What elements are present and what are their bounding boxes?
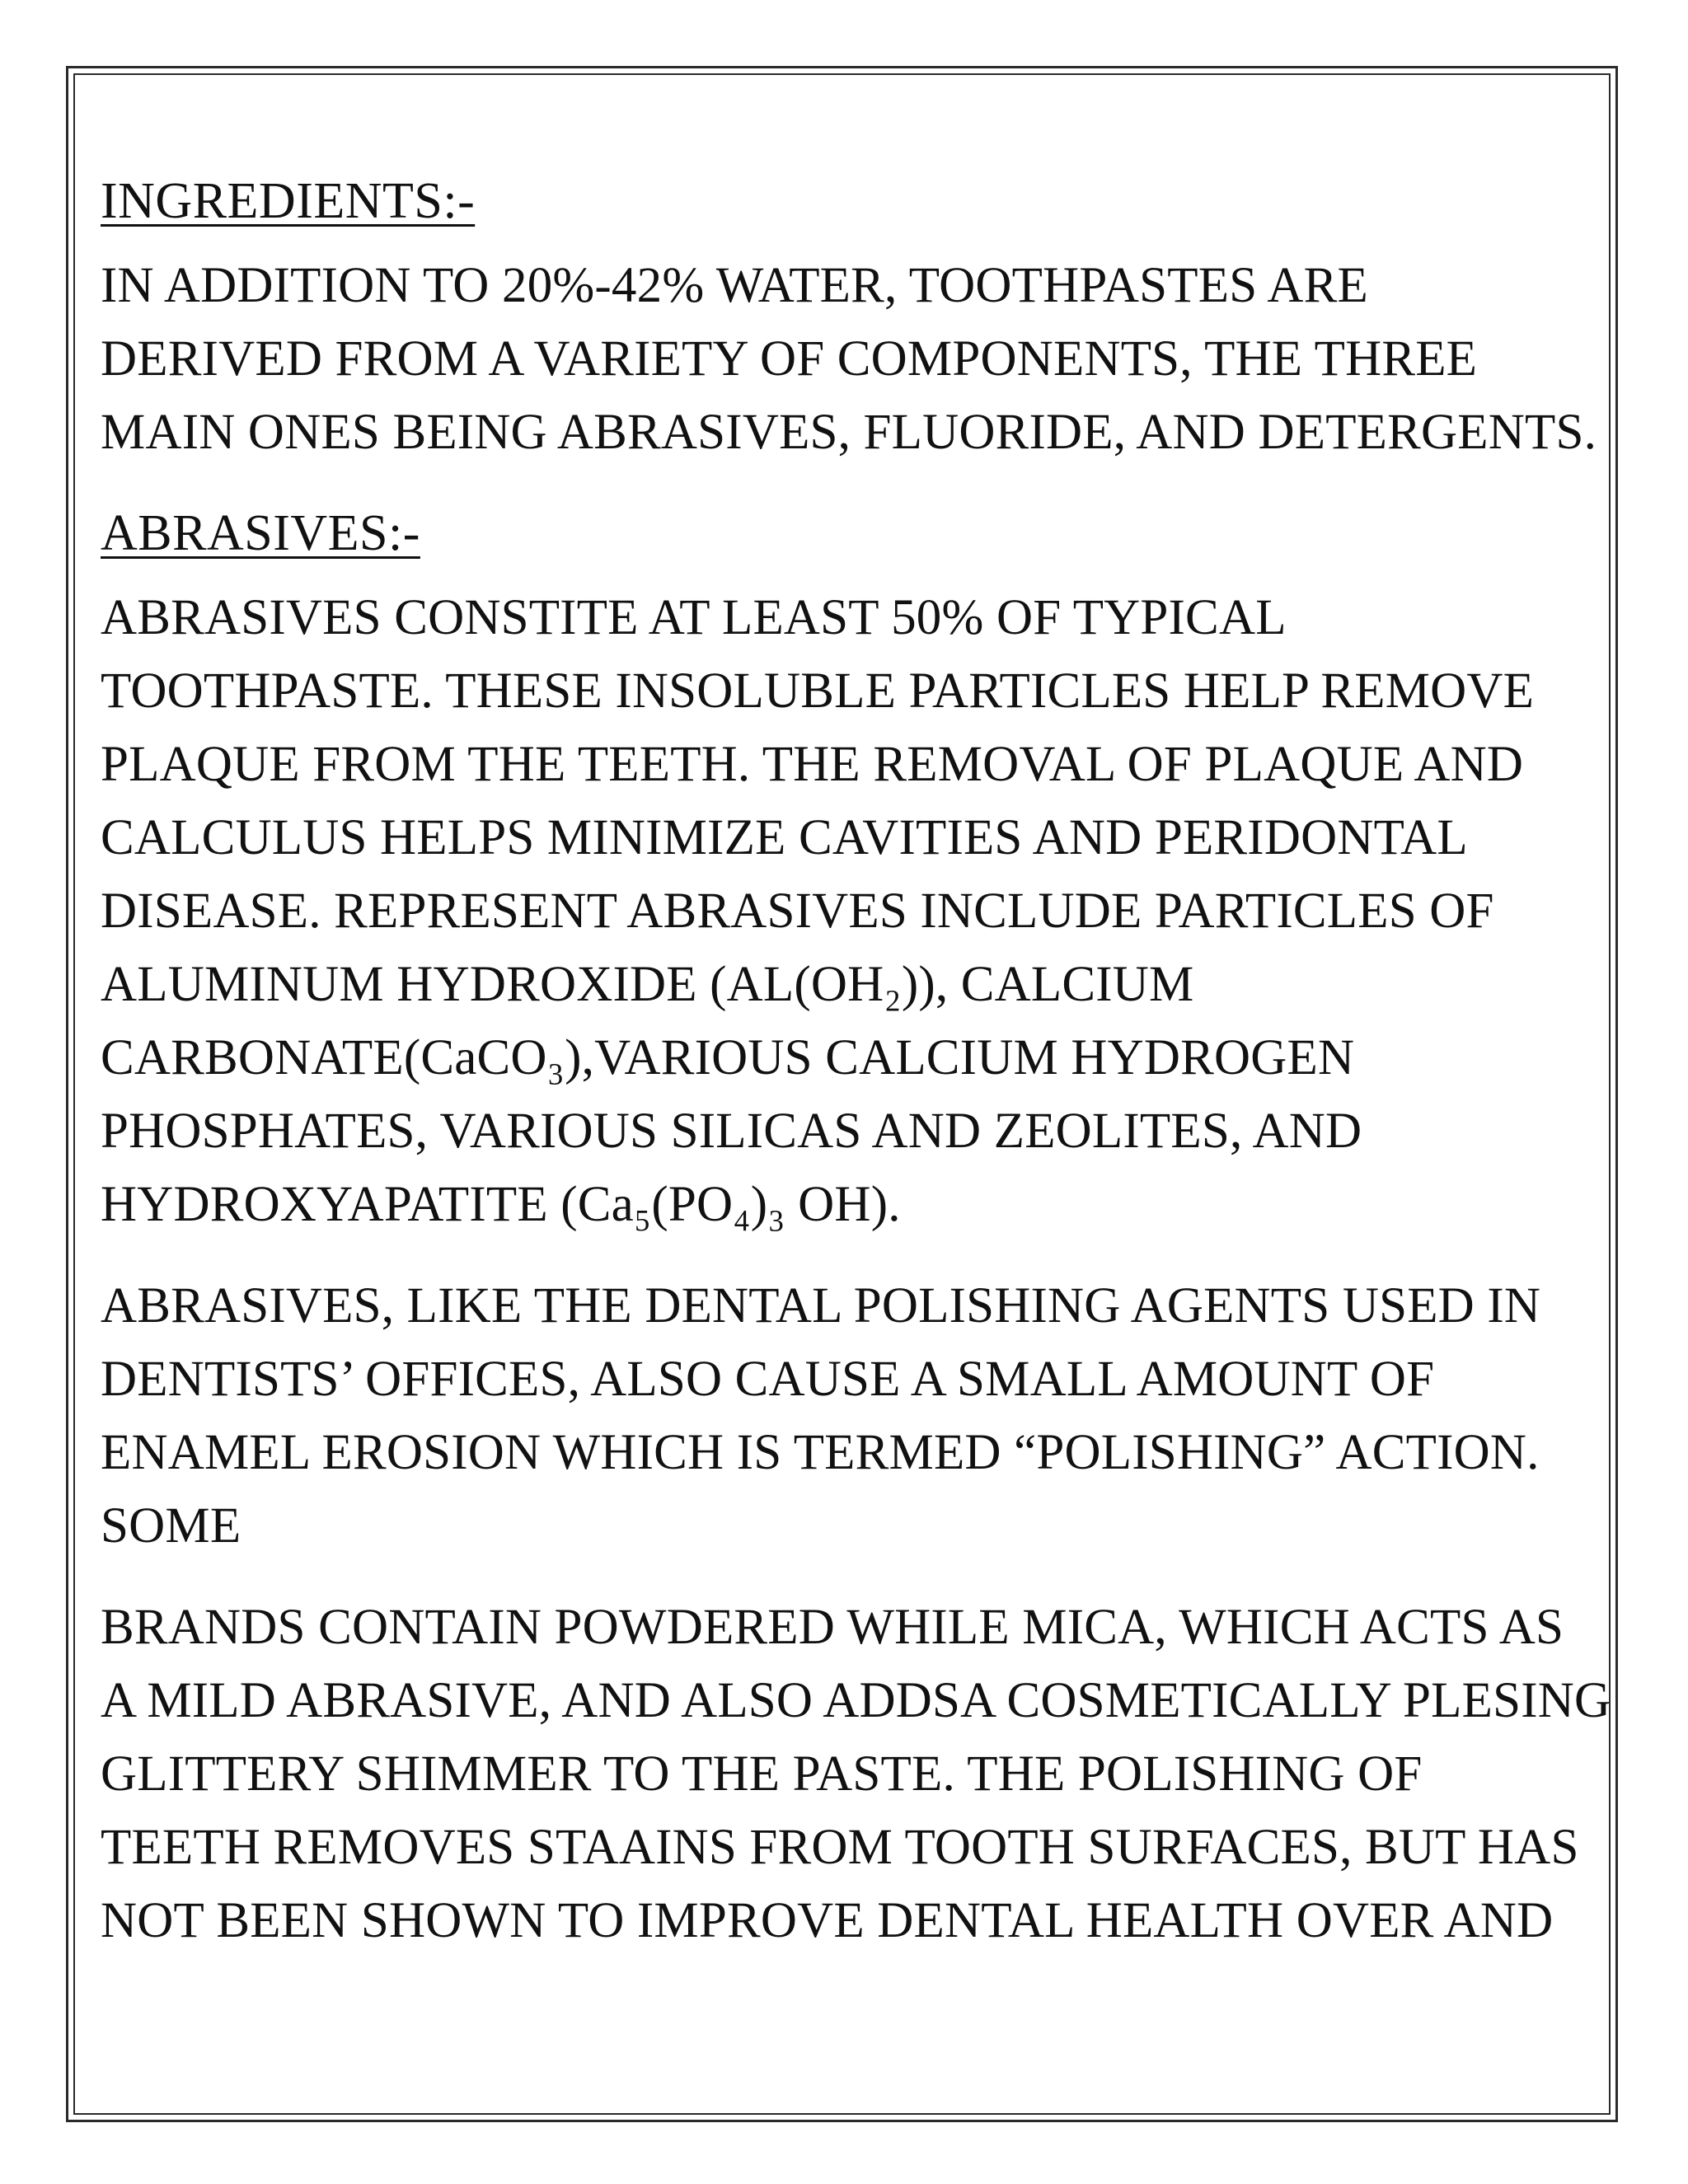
text-line: TEETH REMOVES STAAINS FROM TOOTH SURFACES, BUT HAS — [101, 1820, 1579, 1875]
text-line: ALUMINUM HYDROXIDE (AL(OH₂)), CALCIUM — [101, 957, 1194, 1012]
text-line: MAIN ONES BEING ABRASIVES, FLUORIDE, AND DETERGENTS. — [101, 405, 1597, 460]
text-line: HYDROXYAPATITE (Ca₅(PO₄)₃ OH). — [101, 1177, 901, 1232]
text-line: PHOSPHATES, VARIOUS SILICAS AND ZEOLITES, AND — [101, 1104, 1362, 1159]
abrasives-heading: ABRASIVES:- — [101, 505, 420, 561]
text-line: IN ADDITION TO 20%-42% WATER, TOOTHPASTES ARE — [101, 258, 1369, 313]
text-line: GLITTERY SHIMMER TO THE PASTE. THE POLISHING OF — [101, 1746, 1423, 1802]
document-content — [101, 165, 1609, 1985]
text-line: ENAMEL EROSION WHICH IS TERMED “POLISHING” ACTION. — [101, 1425, 1540, 1480]
text-line: ABRASIVES CONSTITE AT LEAST 50% OF TYPICAL — [101, 590, 1287, 645]
text-line: CARBONATE(CaCO₃),VARIOUS CALCIUM HYDROGEN — [101, 1030, 1355, 1085]
text-line: BRANDS CONTAIN POWDERED WHILE MICA, WHICH ACTS AS — [101, 1600, 1564, 1655]
text-line: ABRASIVES, LIKE THE DENTAL POLISHING AGENTS USED IN — [101, 1278, 1541, 1333]
abrasives-paragraph-1 — [101, 581, 1609, 1241]
text-line: DENTISTS’ OFFICES, ALSO CAUSE A SMALL AMOUNT OF — [101, 1352, 1435, 1407]
text-line: TOOTHPASTE. THESE INSOLUBLE PARTICLES HELP REMOVE — [101, 663, 1535, 719]
ingredients-paragraph — [101, 249, 1609, 469]
ingredients-heading: INGREDIENTS:- — [101, 173, 476, 229]
text-line: CALCULUS HELPS MINIMIZE CAVITIES AND PERIDONTAL — [101, 810, 1468, 865]
text-line: NOT BEEN SHOWN TO IMPROVE DENTAL HEALTH OVER AND — [101, 1893, 1554, 1948]
abrasives-paragraph-2 — [101, 1269, 1609, 1563]
text-line: SOME — [101, 1498, 241, 1554]
abrasives-paragraph-3 — [101, 1591, 1609, 1957]
text-line: DISEASE. REPRESENT ABRASIVES INCLUDE PARTICLES OF — [101, 883, 1494, 939]
text-line: PLAQUE FROM THE TEETH. THE REMOVAL OF PLAQUE AND — [101, 737, 1524, 792]
text-line: A MILD ABRASIVE, AND ALSO ADDSA COSMETICALLY PLESING — [101, 1673, 1611, 1728]
text-line: DERIVED FROM A VARIETY OF COMPONENTS, THE THREE — [101, 331, 1478, 387]
